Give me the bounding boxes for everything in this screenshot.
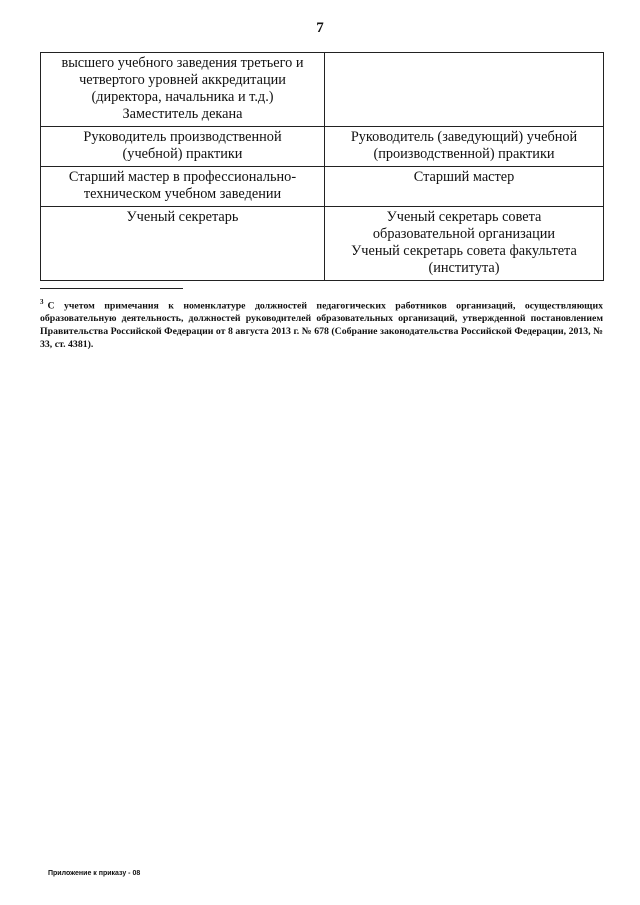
page-number: 7 (316, 20, 324, 36)
cell-line: Заместитель декана (122, 106, 243, 122)
table-cell-right (325, 207, 604, 281)
cell-line: Ученый секретарь совета (386, 209, 542, 225)
table-row (41, 207, 604, 281)
table-cell-right (325, 53, 604, 127)
footnote-text: С учетом примечания к номенклатуре должностей педагогических работников организаций, осуществляющих образовательную деятельность, должностей руководителей образовательных организаций, утвержденной постановлением Правительства Российской Федерации от 8 августа 2013 г. № 678 (Собрание законодательства Российской Федерации, 2013, № 33, ст. 4381). (40, 300, 603, 351)
cell-line: (производственной) практики (373, 146, 555, 162)
table-cell-left (41, 167, 325, 207)
cell-line: Ученый секретарь (126, 209, 239, 225)
cell-line: Ученый секретарь совета факультета (351, 243, 577, 259)
table-cell-right (325, 127, 604, 167)
table-cell-right (325, 167, 604, 207)
table-cell-left (41, 127, 325, 167)
cell-line: Руководитель (заведующий) учебной (350, 129, 578, 145)
cell-line: (учебной) практики (122, 146, 243, 162)
cell-line: (института) (428, 260, 500, 276)
cell-line: Старший мастер (413, 169, 515, 185)
table-cell-left (41, 53, 325, 127)
table-row (41, 53, 604, 127)
cell-line: (директора, начальника и т.д.) (91, 89, 274, 105)
table-row (41, 167, 604, 207)
table-row (41, 127, 604, 167)
cell-line: образовательной организации (372, 226, 556, 242)
table-cell-left (41, 207, 325, 281)
cell-line: высшего учебного заведения третьего и (61, 55, 304, 71)
footer-label: Приложение к приказу - 08 (48, 870, 141, 877)
cell-line: Старший мастер в профессионально- (68, 169, 297, 185)
footnote-divider (40, 288, 183, 289)
positions-table (40, 52, 604, 281)
cell-line: Руководитель производственной (83, 129, 282, 145)
footnote (40, 296, 603, 351)
cell-line: техническом учебном заведении (83, 186, 282, 202)
cell-line: четвертого уровней аккредитации (79, 72, 286, 88)
footnote-marker: 3 (40, 298, 44, 306)
